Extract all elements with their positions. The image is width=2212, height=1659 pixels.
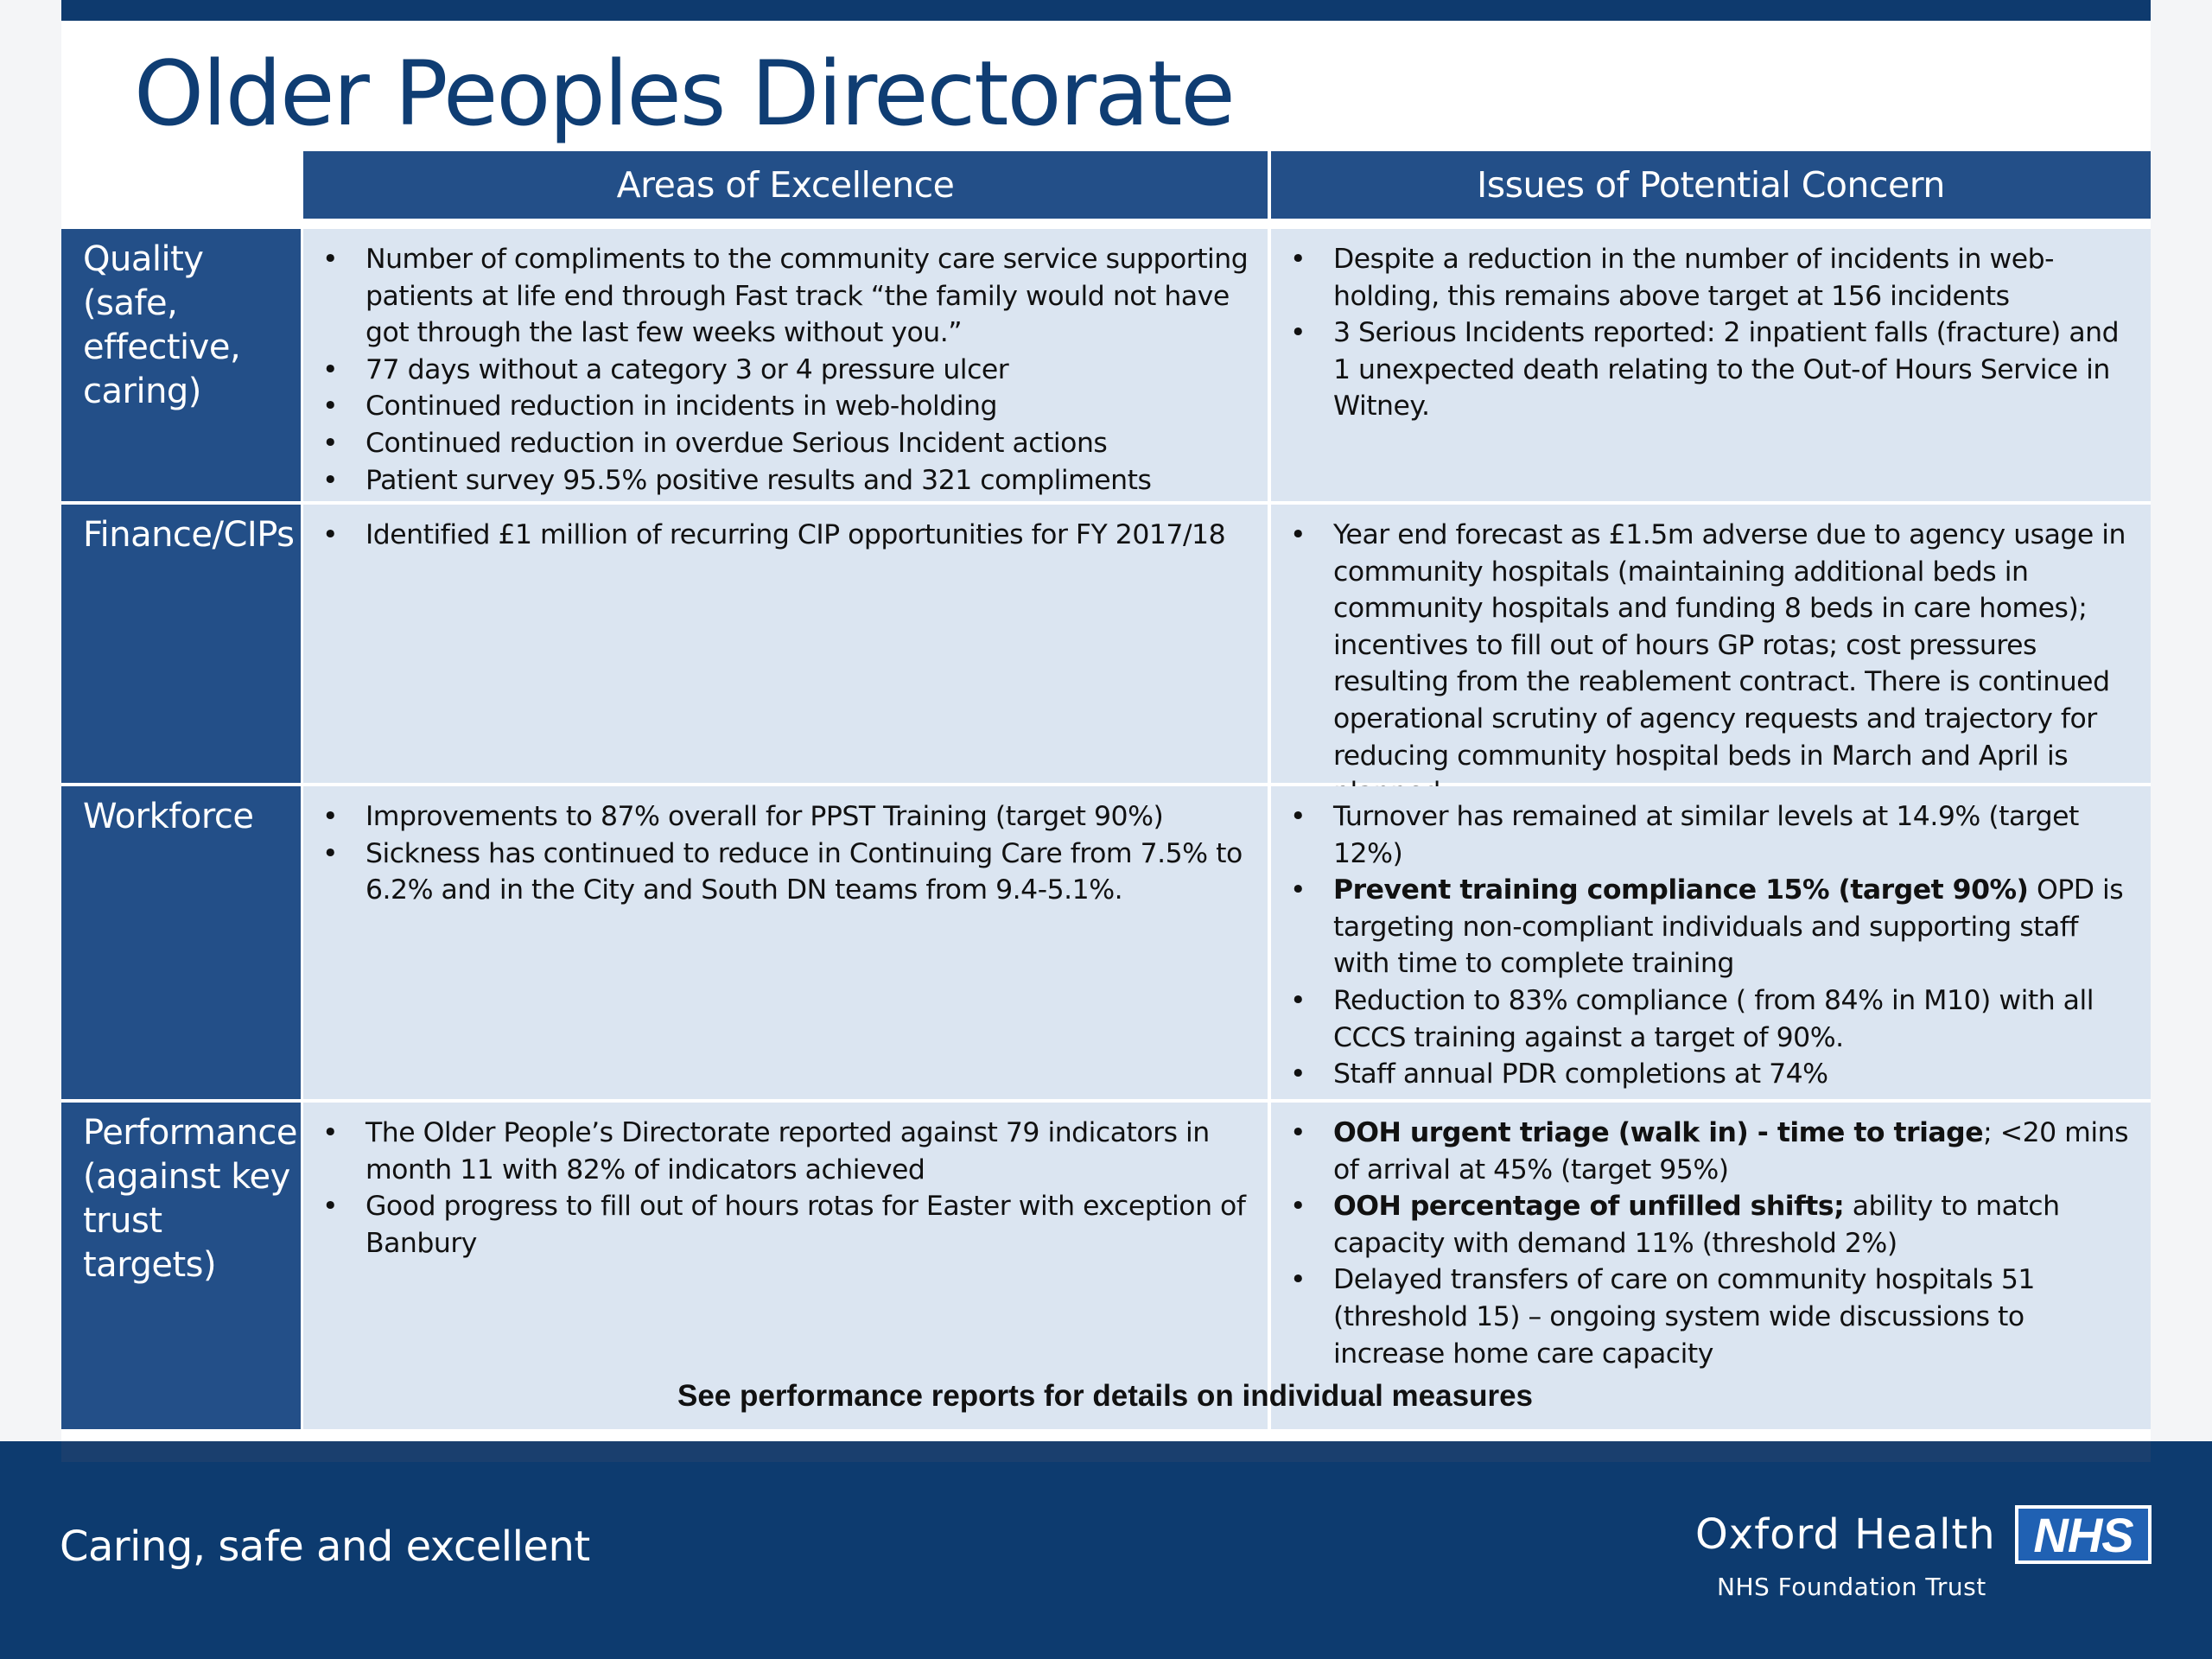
org-subtitle: NHS Foundation Trust (1717, 1573, 1986, 1601)
list-item: • Turnover has remained at similar levels at 14.9% (target 12%) (1333, 798, 2133, 872)
bullet-list (303, 241, 1250, 499)
cell-quality-concern (1271, 229, 2151, 501)
cell-finance-concern (1271, 505, 2151, 783)
column-header-excellence: Areas of Excellence (303, 151, 1268, 219)
list-item: • Continued reduction in overdue Serious Incident actions (365, 425, 1250, 462)
bullet-list (303, 798, 1250, 909)
cell-workforce-concern (1271, 786, 2151, 1099)
nhs-logo (2015, 1505, 2152, 1564)
cell-finance-excellence (303, 505, 1268, 783)
row-label-finance: Finance/CIPs (61, 505, 301, 783)
list-item (1333, 872, 2133, 982)
list-item: • 3 Serious Incidents reported: 2 inpatient falls (fracture) and 1 unexpected death relating to the Out-of Hours Service in Witney. (1333, 315, 2133, 425)
list-item: • The Older People’s Directorate reported against 79 indicators in month 11 with 82% of indicators achieved (365, 1115, 1250, 1188)
cell-quality-excellence (303, 229, 1268, 501)
row-label-performance: Performance (against key trust targets) (61, 1103, 301, 1429)
list-item: • Despite a reduction in the number of incidents in web-holding, this remains above target at 156 incidents (1333, 241, 2133, 315)
footer-tagline: Caring, safe and excellent (60, 1522, 590, 1571)
list-item: • Number of compliments to the community care service supporting patients at life end through Fast track “the family would not have got through the last few weeks without you.” (365, 241, 1250, 352)
list-item: • Improvements to 87% overall for PPST Training (target 90%) (365, 798, 1250, 836)
text: OPD is targeting non-compliant individuals and supporting staff with time to complete training (1333, 874, 2124, 980)
text: ; <20 mins of arrival at 45% (target 95%) (1333, 1117, 2128, 1185)
bullet-list (1271, 517, 2133, 811)
footnote: See performance reports for details on individual measures (677, 1379, 1534, 1413)
column-header-concern: Issues of Potential Concern (1271, 151, 2151, 219)
org-name: Oxford Health (1695, 1510, 1996, 1559)
list-item: • Delayed transfers of care on community hospitals 51 (threshold 15) – ongoing system wide discussions to increase home care capacity (1333, 1262, 2133, 1372)
bullet-list (1271, 798, 2133, 1093)
bullet-list (303, 1115, 1250, 1262)
bold-text: OOH percentage of unfilled shifts; (1333, 1191, 1845, 1223)
row-label-quality: Quality (safe, effective, caring) (61, 229, 301, 501)
bullet-list (1271, 1115, 2133, 1372)
top-accent-bar (61, 0, 2151, 21)
list-item: • Year end forecast as £1.5m adverse due to agency usage in community hospitals (maintaining additional beds in community hospitals and funding 8 beds in care homes); incentives to fill out of hours GP rotas; cost pressures resulting from the reablement contract. There is continued operational scrutiny of agency requests and trajectory for reducing community hospital beds in March and April is (1333, 517, 2133, 811)
list-item: • Continued reduction in incidents in web-holding (365, 388, 1250, 425)
list-item: • Good progress to fill out of hours rotas for Easter with exception of Banbury (365, 1188, 1250, 1262)
list-item: • Staff annual PDR completions at 74% (1333, 1056, 2133, 1093)
list-item: • 77 days without a category 3 or 4 pressure ulcer (365, 352, 1250, 389)
cell-workforce-excellence (303, 786, 1268, 1099)
list-item: • Sickness has continued to reduce in Continuing Care from 7.5% to 6.2% and in the City and South DN teams from 9.4-5.1%. (365, 836, 1250, 909)
nhs-logo-text: NHS (2018, 1509, 2148, 1560)
list-item: • Patient survey 95.5% positive results and 321 compliments (365, 462, 1250, 499)
bullet-list (1271, 241, 2133, 425)
bold-text: Prevent training compliance 15% (target 90%) (1333, 874, 2029, 906)
page-title: Older Peoples Directorate (134, 42, 1234, 146)
bullet-list (303, 517, 1250, 554)
list-item: • Reduction to 83% compliance ( from 84% in M10) with all CCCS training against a target of 90%. (1333, 982, 2133, 1056)
list-item (1333, 1188, 2133, 1262)
row-label-workforce: Workforce (61, 786, 301, 1099)
bold-text: OOH urgent triage (walk in) - time to triage (1333, 1117, 1984, 1148)
text: ability to match capacity with demand 11% (threshold 2%) (1333, 1191, 2060, 1259)
list-item (1333, 1115, 2133, 1188)
list-item: • Identified £1 million of recurring CIP opportunities for FY 2017/18 (365, 517, 1250, 554)
footer-accent-bar (61, 1441, 2151, 1462)
